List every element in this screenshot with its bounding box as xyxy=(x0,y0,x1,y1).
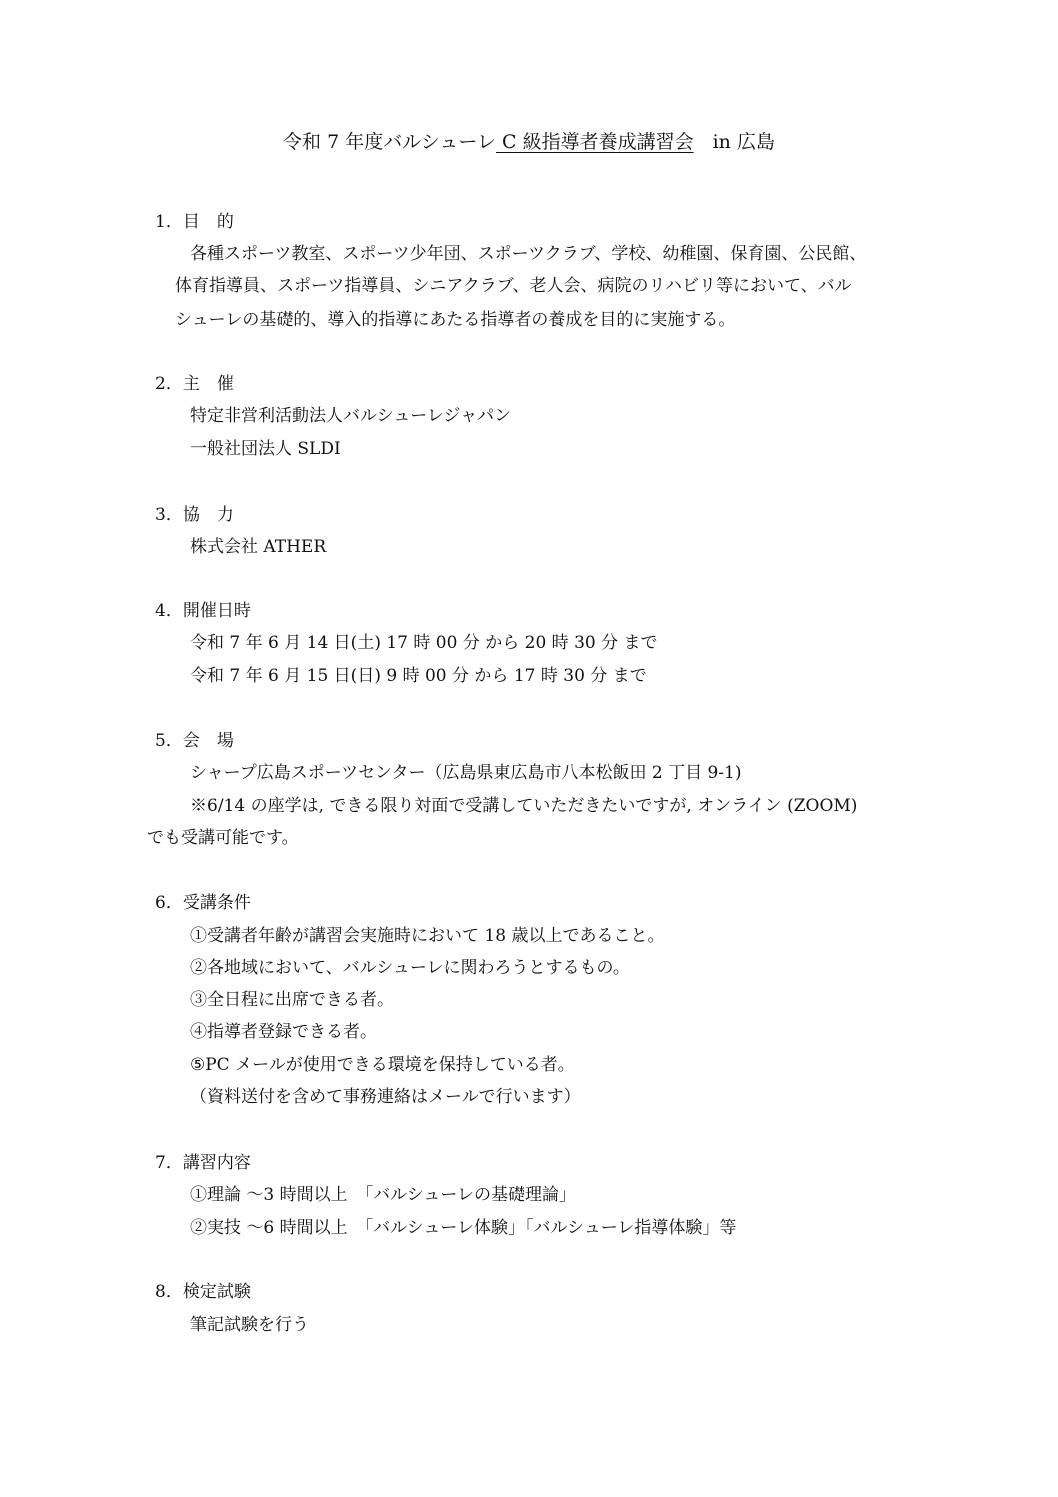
venue-note-line: ※6/14 の座学は, できる限り対面で受講していただきたいですが, オンライン (ZOOM) xyxy=(190,796,858,816)
schedule-line: 令和 7 年 6 月 14 日(土) 17 時 00 分 から 20 時 30 分 まで xyxy=(190,633,658,653)
section-heading-exam: 8．検定試験 xyxy=(155,1282,251,1302)
section-heading-venue: 5．会 場 xyxy=(155,731,234,751)
document-title xyxy=(0,127,1058,154)
section-heading-cooperation: 3．協 力 xyxy=(155,505,234,525)
requirement-item: ③全日程に出席できる者。 xyxy=(190,990,394,1010)
cooperation-line: 株式会社 ATHER xyxy=(190,537,327,557)
requirement-item: ④指導者登録できる者。 xyxy=(190,1022,377,1042)
section-heading-purpose: 1．目 的 xyxy=(155,212,234,232)
content-item: ②実技 〜6 時間以上 「バルシューレ体験」「バルシューレ指導体験」等 xyxy=(190,1218,737,1238)
organizer-line: 一般社団法人 SLDI xyxy=(190,439,341,459)
section-heading-schedule: 4．開催日時 xyxy=(155,601,251,621)
exam-line: 筆記試験を行う xyxy=(190,1315,309,1335)
organizer-line: 特定非営利活動法人バルシューレジャパン xyxy=(190,406,512,426)
section-heading-content: 7．講習内容 xyxy=(155,1153,251,1173)
title-suffix: in 広島 xyxy=(693,131,775,153)
purpose-line: 各種スポーツ教室、スポーツ少年団、スポーツクラブ、学校、幼稚園、保育園、公民館、 xyxy=(190,244,867,264)
title-underlined: C 級指導者養成講習会 xyxy=(495,131,694,153)
requirement-note: （資料送付を含めて事務連絡はメールで行います） xyxy=(190,1087,581,1107)
purpose-line: 体育指導員、スポーツ指導員、シニアクラブ、老人会、病院のリハビリ等において、バル xyxy=(175,276,852,296)
venue-line: シャープ広島スポーツセンター（広島県東広島市八本松飯田 2 丁目 9-1) xyxy=(190,763,742,783)
title-prefix: 令和 7 年度バルシューレ xyxy=(283,131,496,153)
content-item: ①理論 〜3 時間以上 「バルシューレの基礎理論」 xyxy=(190,1185,577,1205)
requirement-item: ①受講者年齢が講習会実施時において 18 歳以上であること。 xyxy=(190,926,665,946)
venue-note-line: でも受講可能です。 xyxy=(147,828,299,848)
section-heading-organizer: 2．主 催 xyxy=(155,374,234,394)
requirement-item: ⑤PC メールが使用できる環境を保持している者。 xyxy=(190,1055,575,1075)
section-heading-requirements: 6．受講条件 xyxy=(155,893,251,913)
requirement-item: ②各地域において、バルシューレに関わろうとするもの。 xyxy=(190,958,630,978)
schedule-line: 令和 7 年 6 月 15 日(日) 9 時 00 分 から 17 時 30 分 まで xyxy=(190,666,647,686)
purpose-line: シューレの基礎的、導入的指導にあたる指導者の養成を目的に実施する。 xyxy=(175,310,736,330)
